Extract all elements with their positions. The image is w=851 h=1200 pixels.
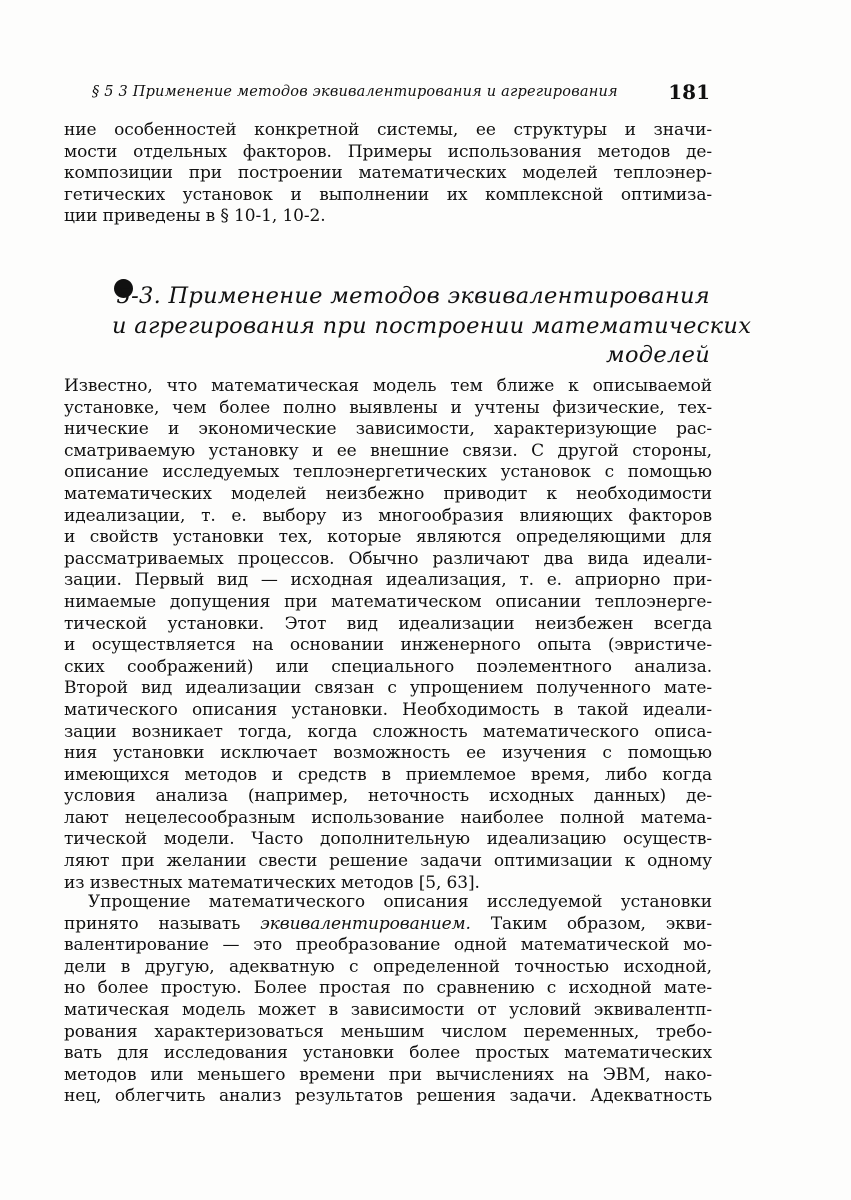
page-number: 181: [668, 80, 710, 104]
text-line: дели в другую, адекватную с определенной точностью исходной,: [64, 956, 712, 977]
text-line: ских соображений) или специального поэлементного анализа.: [64, 656, 712, 677]
text-line: тической установки. Этот вид идеализации неизбежен всегда: [64, 613, 712, 634]
running-head: [92, 82, 710, 106]
text-line: ния установки исключает возможность ее изучения с помощью: [64, 743, 712, 764]
text-line: валентирование — это преобразование одной математической мо-: [64, 935, 712, 956]
text-line: сматриваемую установку и ее внешние связи. С другой стороны,: [64, 440, 712, 461]
text-line: зации. Первый вид — исходная идеализация, т. е. априорно при-: [64, 570, 712, 591]
text-line: установке, чем более полно выявлены и учтены физические, тех-: [64, 397, 712, 418]
text-line: Упрощение математического описания исследуемой установки: [88, 892, 712, 912]
text-line: тической модели. Часто дополнительную идеализацию осуществ-: [64, 829, 712, 850]
text-line: Второй вид идеализации связан с упрощением полученного мате-: [64, 678, 712, 699]
text-line: мости отдельных факторов. Примеры использования методов де-: [64, 141, 712, 162]
text-line: лают нецелесообразным использование наиболее полной матема-: [64, 807, 712, 828]
text-line: методов или меньшего времени при вычислениях на ЭВМ, нако-: [64, 1064, 712, 1085]
body-paragraph-2: [64, 892, 712, 1108]
heading-line: 5-3. Применение методов эквивалентирования: [116, 283, 710, 309]
text-line: из известных математических методов [5, 63].: [64, 872, 480, 893]
text-line: Известно, что математическая модель тем ближе к описываемой: [64, 376, 712, 396]
text-line: и осуществляется на основании инженерного опыта (эвристиче-: [64, 635, 712, 656]
text-line: нимаемые допущения при математическом описании теплоэнерге-: [64, 591, 712, 612]
text-line: описание исследуемых теплоэнергетических установок с помощью: [64, 462, 712, 483]
emphasized-term: эквивалентированием.: [260, 913, 471, 934]
text-line: ляют при желании свести решение задачи оптимизации к одному: [64, 851, 712, 872]
text-fragment: принято называть: [64, 913, 261, 934]
text-line: нец, облегчить анализ результатов решения задачи. Адекватность: [64, 1086, 712, 1107]
text-line: и свойств установки тех, которые являются определяющими для: [64, 527, 712, 548]
heading-line: и агрегирования при построении математических: [112, 312, 752, 339]
heading-line: моделей: [605, 342, 710, 368]
text-line: нические и экономические зависимости, характеризующие рас-: [64, 419, 712, 440]
text-line: рассматриваемых процессов. Обычно различают два вида идеали-: [64, 548, 712, 569]
section-heading: [112, 282, 752, 371]
text-line: но более простую. Более простая по сравнению с исходной мате-: [64, 978, 712, 999]
running-head-title: § 5 3 Применение методов эквивалентирования и агрегирования: [92, 84, 618, 100]
intro-paragraph: [64, 120, 712, 228]
text-line: композиции при построении математических моделей теплоэнер-: [64, 163, 712, 184]
text-line: матическая модель может в зависимости от условий эквивалентп-: [64, 999, 712, 1020]
text-line: [64, 914, 712, 936]
text-line: имеющихся методов и средств в приемлемое время, либо когда: [64, 764, 712, 785]
text-line: ние особенностей конкретной системы, ее структуры и значи-: [64, 120, 712, 140]
text-line: математических моделей неизбежно приводит к необходимости: [64, 483, 712, 504]
text-line: ции приведены в § 10-1, 10-2.: [64, 206, 326, 227]
text-line: условия анализа (например, неточность исходных данных) де-: [64, 786, 712, 807]
text-line: гетических установок и выполнении их комплексной оптимиза-: [64, 184, 712, 205]
text-line: матического описания установки. Необходимость в такой идеали-: [64, 699, 712, 720]
text-fragment: Таким образом, экви-: [470, 913, 712, 934]
text-line: идеализации, т. е. выбору из многообразия влияющих факторов: [64, 505, 712, 526]
text-line: рования характеризоваться меньшим числом переменных, требо-: [64, 1021, 712, 1042]
body-paragraph-1: [64, 376, 712, 894]
text-line: вать для исследования установки более простых математических: [64, 1043, 712, 1064]
text-line: зации возникает тогда, когда сложность математического описа-: [64, 721, 712, 742]
